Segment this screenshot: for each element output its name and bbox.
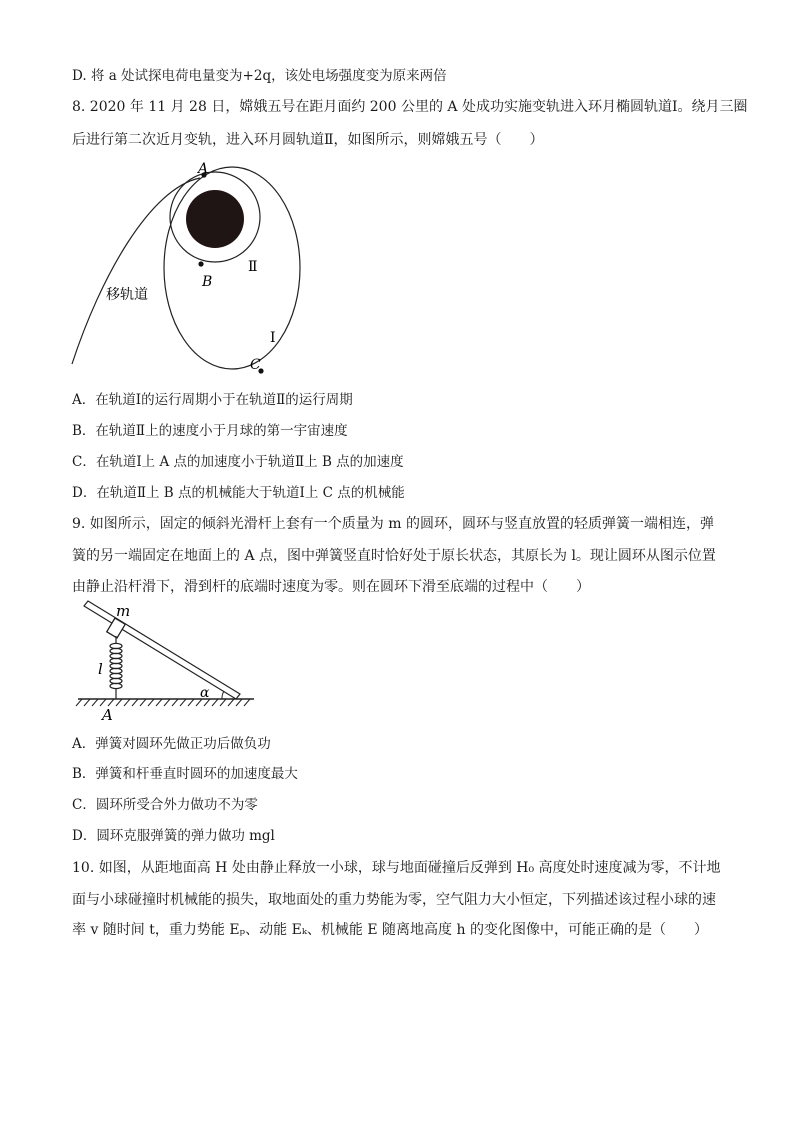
label-a: A <box>102 706 113 724</box>
q8-stem-line2: 后进行第二次近月变轨，进入环月圆轨道Ⅱ，如图所示，则嫦娥五号（ ） <box>72 132 544 148</box>
ground-hatch <box>76 699 250 706</box>
label-m: m <box>116 602 131 620</box>
point-b <box>198 261 203 266</box>
q8-orbit-figure <box>60 158 320 378</box>
q8-option-c: C．在轨道Ⅰ上 A 点的加速度小于轨道Ⅱ上 B 点的加速度 <box>72 454 404 470</box>
label-c: C <box>250 357 261 373</box>
q10-stem-line3: 率 v 随时间 t，重力势能 Eₚ、动能 Eₖ、机械能 E 随离地高度 h 的变化图像中，可能正确的是（ ） <box>72 922 708 938</box>
q9-option-b: B．弹簧和杆垂直时圆环的加速度最大 <box>72 766 298 782</box>
label-transfer: 移轨道 <box>106 287 148 303</box>
label-orbit-1: Ⅰ <box>270 330 276 346</box>
q9-option-a: A．弹簧对圆环先做正功后做负功 <box>72 736 271 752</box>
q9-option-d: D．圆环克服弹簧的弹力做功 mgl <box>72 828 275 844</box>
q9-spring-figure <box>72 600 262 725</box>
spring <box>110 636 122 699</box>
q8-option-d: D．在轨道Ⅱ上 B 点的机械能大于轨道Ⅰ上 C 点的机械能 <box>72 485 405 501</box>
label-a: A <box>198 161 209 177</box>
q8-stem-line1: 8. 2020 年 11 月 28 日，嫦娥五号在距月面约 200 公里的 A 处成功实施变轨进入环月椭圆轨道Ⅰ。绕月三圈 <box>72 99 748 115</box>
q9-stem-line2: 簧的另一端固定在地面上的 A 点，图中弹簧竖直时恰好处于原长状态，其原长为 l。现让圆环从图示位置 <box>72 548 716 564</box>
q9-option-c: C．圆环所受合外力做功不为零 <box>72 797 258 813</box>
q7-option-d: D. 将 a 处试探电荷电量变为+2q，该处电场强度变为原来两倍 <box>72 68 447 84</box>
q8-option-b: B．在轨道Ⅱ上的速度小于月球的第一宇宙速度 <box>72 423 348 439</box>
label-l: l <box>98 660 103 678</box>
q8-option-a: A．在轨道Ⅰ的运行周期小于在轨道Ⅱ的运行周期 <box>72 392 353 408</box>
label-orbit-2: Ⅱ <box>248 259 258 275</box>
label-b: B <box>202 274 213 290</box>
q10-stem-line1: 10. 如图，从距地面高 H 处由静止释放一小球，球与地面碰撞后反弹到 H₀ 高度处时速度减为零，不计地 <box>72 860 721 876</box>
q10-stem-line2: 面与小球碰撞时机械能的损失，取地面处的重力势能为零，空气阻力大小恒定，下列描述该过程小球的速 <box>72 892 716 908</box>
q9-stem-line1: 9. 如图所示，固定的倾斜光滑杆上套有一个质量为 m 的圆环，圆环与竖直放置的轻质弹簧一端相连，弹 <box>72 516 714 532</box>
moon-icon <box>186 190 244 248</box>
transfer-trajectory <box>72 178 200 364</box>
q9-stem-line3: 由静止沿杆滑下，滑到杆的底端时速度为零。则在圆环下滑至底端的过程中（ ） <box>72 579 590 595</box>
label-alpha: α <box>200 685 210 701</box>
angle-arc <box>222 691 224 699</box>
inclined-rod <box>84 601 240 699</box>
